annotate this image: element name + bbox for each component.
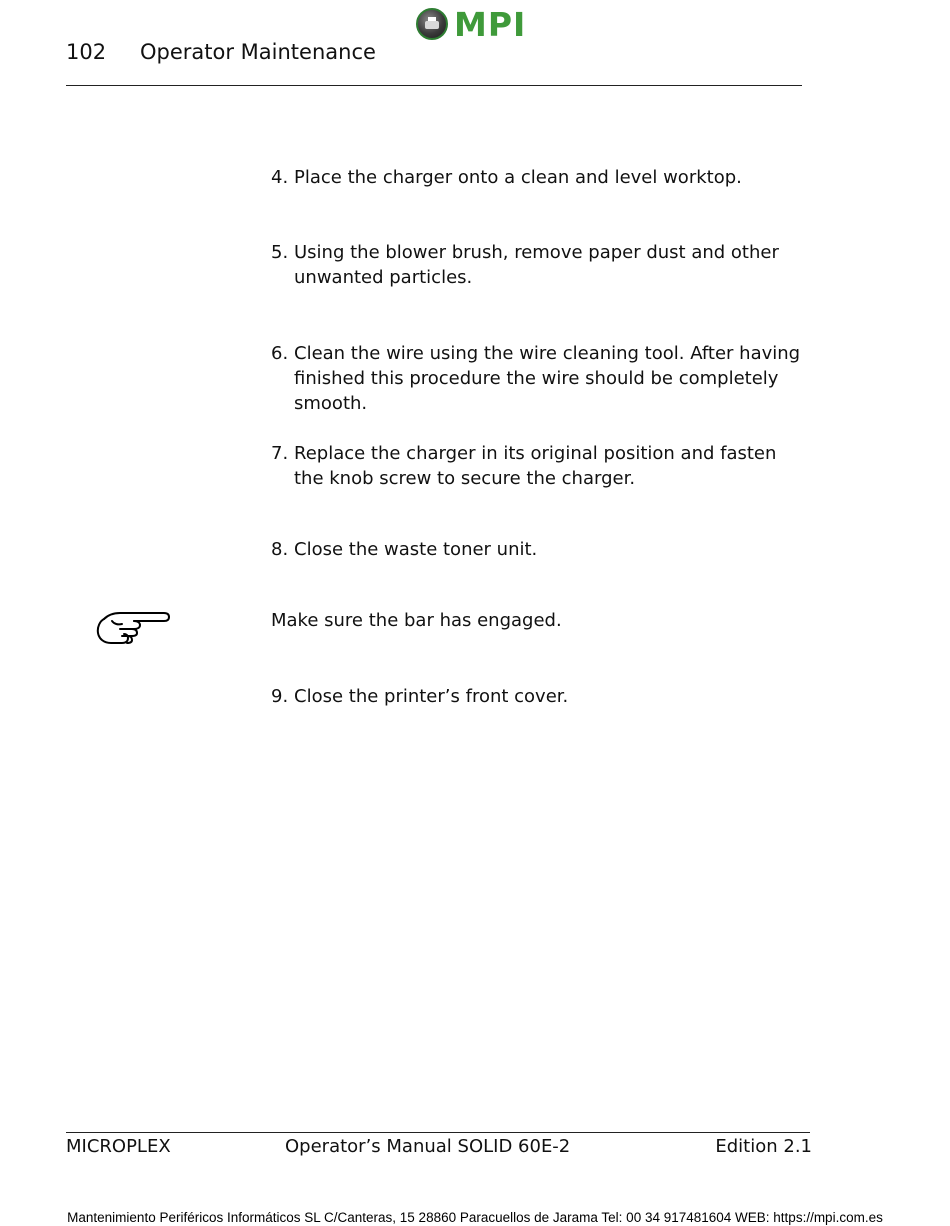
step-8	[271, 537, 831, 562]
footer-edition: Edition 2.1	[715, 1136, 812, 1157]
step-9	[271, 684, 831, 709]
step-5	[271, 240, 831, 290]
step-7	[271, 441, 831, 491]
footer-divider	[66, 1132, 810, 1133]
printer-badge-icon	[416, 8, 448, 40]
step-text-continued: unwanted particles.	[294, 267, 473, 288]
step-text: Place the charger onto a clean and level worktop.	[294, 167, 742, 188]
step-text: Replace the charger in its original position and fasten	[294, 443, 777, 464]
step-number: 4.	[271, 167, 289, 188]
step-number: 5.	[271, 242, 289, 263]
step-number: 7.	[271, 443, 289, 464]
company-contact-line: Mantenimiento Periféricos Informáticos SL C/Canteras, 15 28860 Paracuellos de Jarama Tel: 00 34 917481604 WEB: https://mpi.com.es	[67, 1210, 883, 1225]
header-divider	[66, 85, 802, 86]
note-text: Make sure the bar has engaged.	[271, 610, 562, 631]
page-number: 102	[66, 40, 107, 64]
step-text: Close the printer’s front cover.	[294, 686, 569, 707]
footer-brand: MICROPLEX	[66, 1136, 171, 1157]
section-title: Operator Maintenance	[140, 40, 376, 64]
step-number: 8.	[271, 539, 289, 560]
step-text: Using the blower brush, remove paper dust and other	[294, 242, 779, 263]
step-text: Clean the wire using the wire cleaning tool. After having	[294, 343, 801, 364]
step-number: 6.	[271, 343, 289, 364]
step-text-continued: the knob screw to secure the charger.	[294, 468, 636, 489]
step-text-continued: finished this procedure the wire should be completely smooth.	[294, 368, 779, 414]
step-4	[271, 165, 831, 190]
logo-text: MPI	[454, 4, 527, 44]
step-number: 9.	[271, 686, 289, 707]
pointing-hand-icon	[94, 605, 172, 647]
step-6	[271, 341, 831, 416]
step-text: Close the waste toner unit.	[294, 539, 538, 560]
mpi-logo	[416, 6, 526, 42]
footer-manual-title: Operator’s Manual SOLID 60E-2	[285, 1136, 571, 1157]
